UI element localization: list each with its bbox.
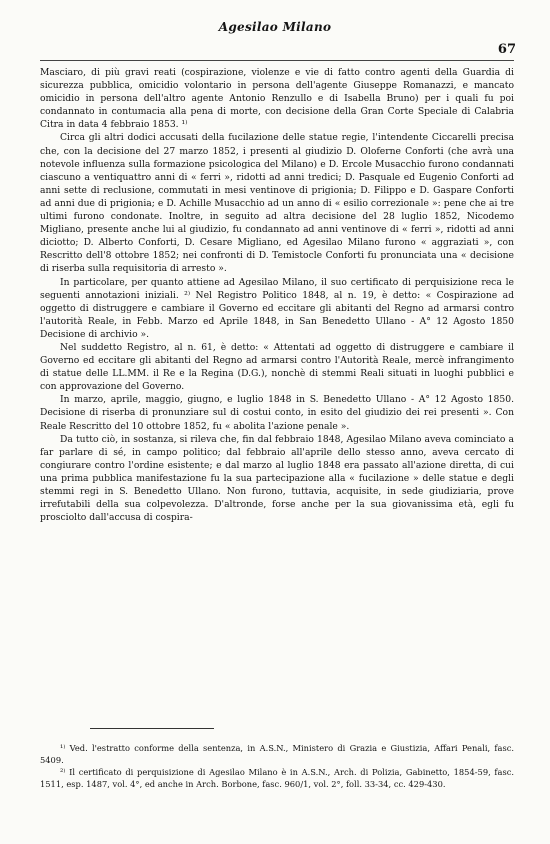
footnotes: [40, 742, 514, 790]
header-rule: [40, 60, 514, 61]
paragraph-2: Circa gli altri dodici accusati della fucilazione delle statue regie, l'intendente Ciccarelli precisa che, con la decisione del 27 marzo 1852, i presenti al giudizio D. Oloferne Conforti (che avrà una notevole influenza sulla formazione psicologica del Milano) e D. Ercole Musacchio furono condannati ciascuno a ventiquattro anni di « ferri », ridotti ad anni tredici; D. Pasquale ed Eugenio Conforti ad anni sette di reclusione, commutati in mesi ventinove di prigionia; D. Filippo e D. Gaspare Conforti ad anni due di prigionia; e D. Achille Musacchio ad un anno di « esilio correzionale »: pene che ai tre ultimi furono condonate. Inoltre, in seguito ad altra decisione del 28 luglio 1852, Nicodemo Migliano, presente anche lui al giudizio, fu condannato ad anni ventinove di « ferri », ridotti ad anni diciotto; D. Alberto Conforti, D. Cesare Migliano, ed Agesilao Milano furono « aggraziati », con Rescritto dell'8 ottobre 1852; nei confronti di D. Temistocle Conforti fu pronunciata una « decisione di riserba sulla requisitoria di arresto ».: [40, 132, 514, 275]
footnote-1: ¹⁾ Ved. l'estratto conforme della sentenza, in A.S.N., Ministero di Grazia e Giustizia, Affari Penali, fasc. 5409.: [40, 743, 514, 765]
paragraph-5: In marzo, aprile, maggio, giugno, e luglio 1848 in S. Benedetto Ullano - A° 12 Agosto 1850. Decisione di riserba di pronunziare sul di costui conto, in esito del giudizio dei rei presenti ». Con Reale Rescritto del 10 ottobre 1852, fu « abolita l'azione penale ».: [40, 394, 514, 432]
running-title: Agesilao Milano: [218, 20, 332, 34]
paragraph-1: Masciaro, di più gravi reati (cospirazione, violenze e vie di fatto contro agenti della Guardia di sicurezza pubblica, omicidio volontario in persona dell'agente Giuseppe Romanazzi, e mancato omicidio in persona dell'altro agente Antonio Renzullo e di Isabella Bruno) per i quali fu poi condannato in contumacia alla pena di morte, con decisione della Gran Corte Speciale di Calabria Citra in data 4 febbraio 1853. ¹⁾: [40, 67, 514, 131]
body-text: [40, 66, 514, 524]
page-number: 67: [497, 42, 516, 57]
paragraph-4: Nel suddetto Registro, al n. 61, è detto: « Attentati ad oggetto di distruggere e cambiare il Governo ed eccitare gli abitanti del Regno ad armarsi contro l'Autorità Reale, mercè infrangimento di statue delle LL.MM. il Re e la Regina (D.G.), nonchè di stemmi Reali situati in luoghi pubblici e con approvazione del Governo.: [40, 341, 514, 393]
paragraph-3: In particolare, per quanto attiene ad Agesilao Milano, il suo certificato di perquisizione reca le seguenti annotazioni iniziali. ²⁾ Nel Registro Politico 1848, al n. 19, è detto: « Cospirazione ad oggetto di distruggere e cambiare il Governo ed eccitare gli abitanti del Regno ad armarsi contro l'autorità Reale, in Febb. Marzo ed Aprile 1848, in San Benedetto Ullano - A° 12 Agosto 1850 Decisione di archivio ».: [40, 276, 514, 340]
footnote-separator: [90, 728, 214, 729]
paragraph-6: Da tutto ciò, in sostanza, si rileva che, fin dal febbraio 1848, Agesilao Milano aveva cominciato a far parlare di sé, in campo politico; dal febbraio all'aprile dello stesso anno, aveva cercato di congiurare contro l'ordine esistente; e dal marzo al luglio 1848 era passato all'azione diretta, di cui una prima pubblica manifestazione fu la sua partecipazione alla « fucilazione » delle statue e degli stemmi regi in S. Benedetto Ullano. Non furono, tuttavia, acquisite, in sede giudiziaria, prove irrefutabili della sua colpevolezza. D'altronde, forse anche per la sua giovanissima età, egli fu prosciolto dall'accusa di cospira-: [40, 433, 514, 524]
footnote-2: ²⁾ Il certificato di perquisizione di Agesilao Milano è in A.S.N., Arch. di Polizia, Gabinetto, 1854-59, fasc. 1511, esp. 1487, vol. 4°, ed anche in Arch. Borbone, fasc. 960/1, vol. 2°, foll. 33-34, cc. 429-430.: [40, 767, 514, 789]
